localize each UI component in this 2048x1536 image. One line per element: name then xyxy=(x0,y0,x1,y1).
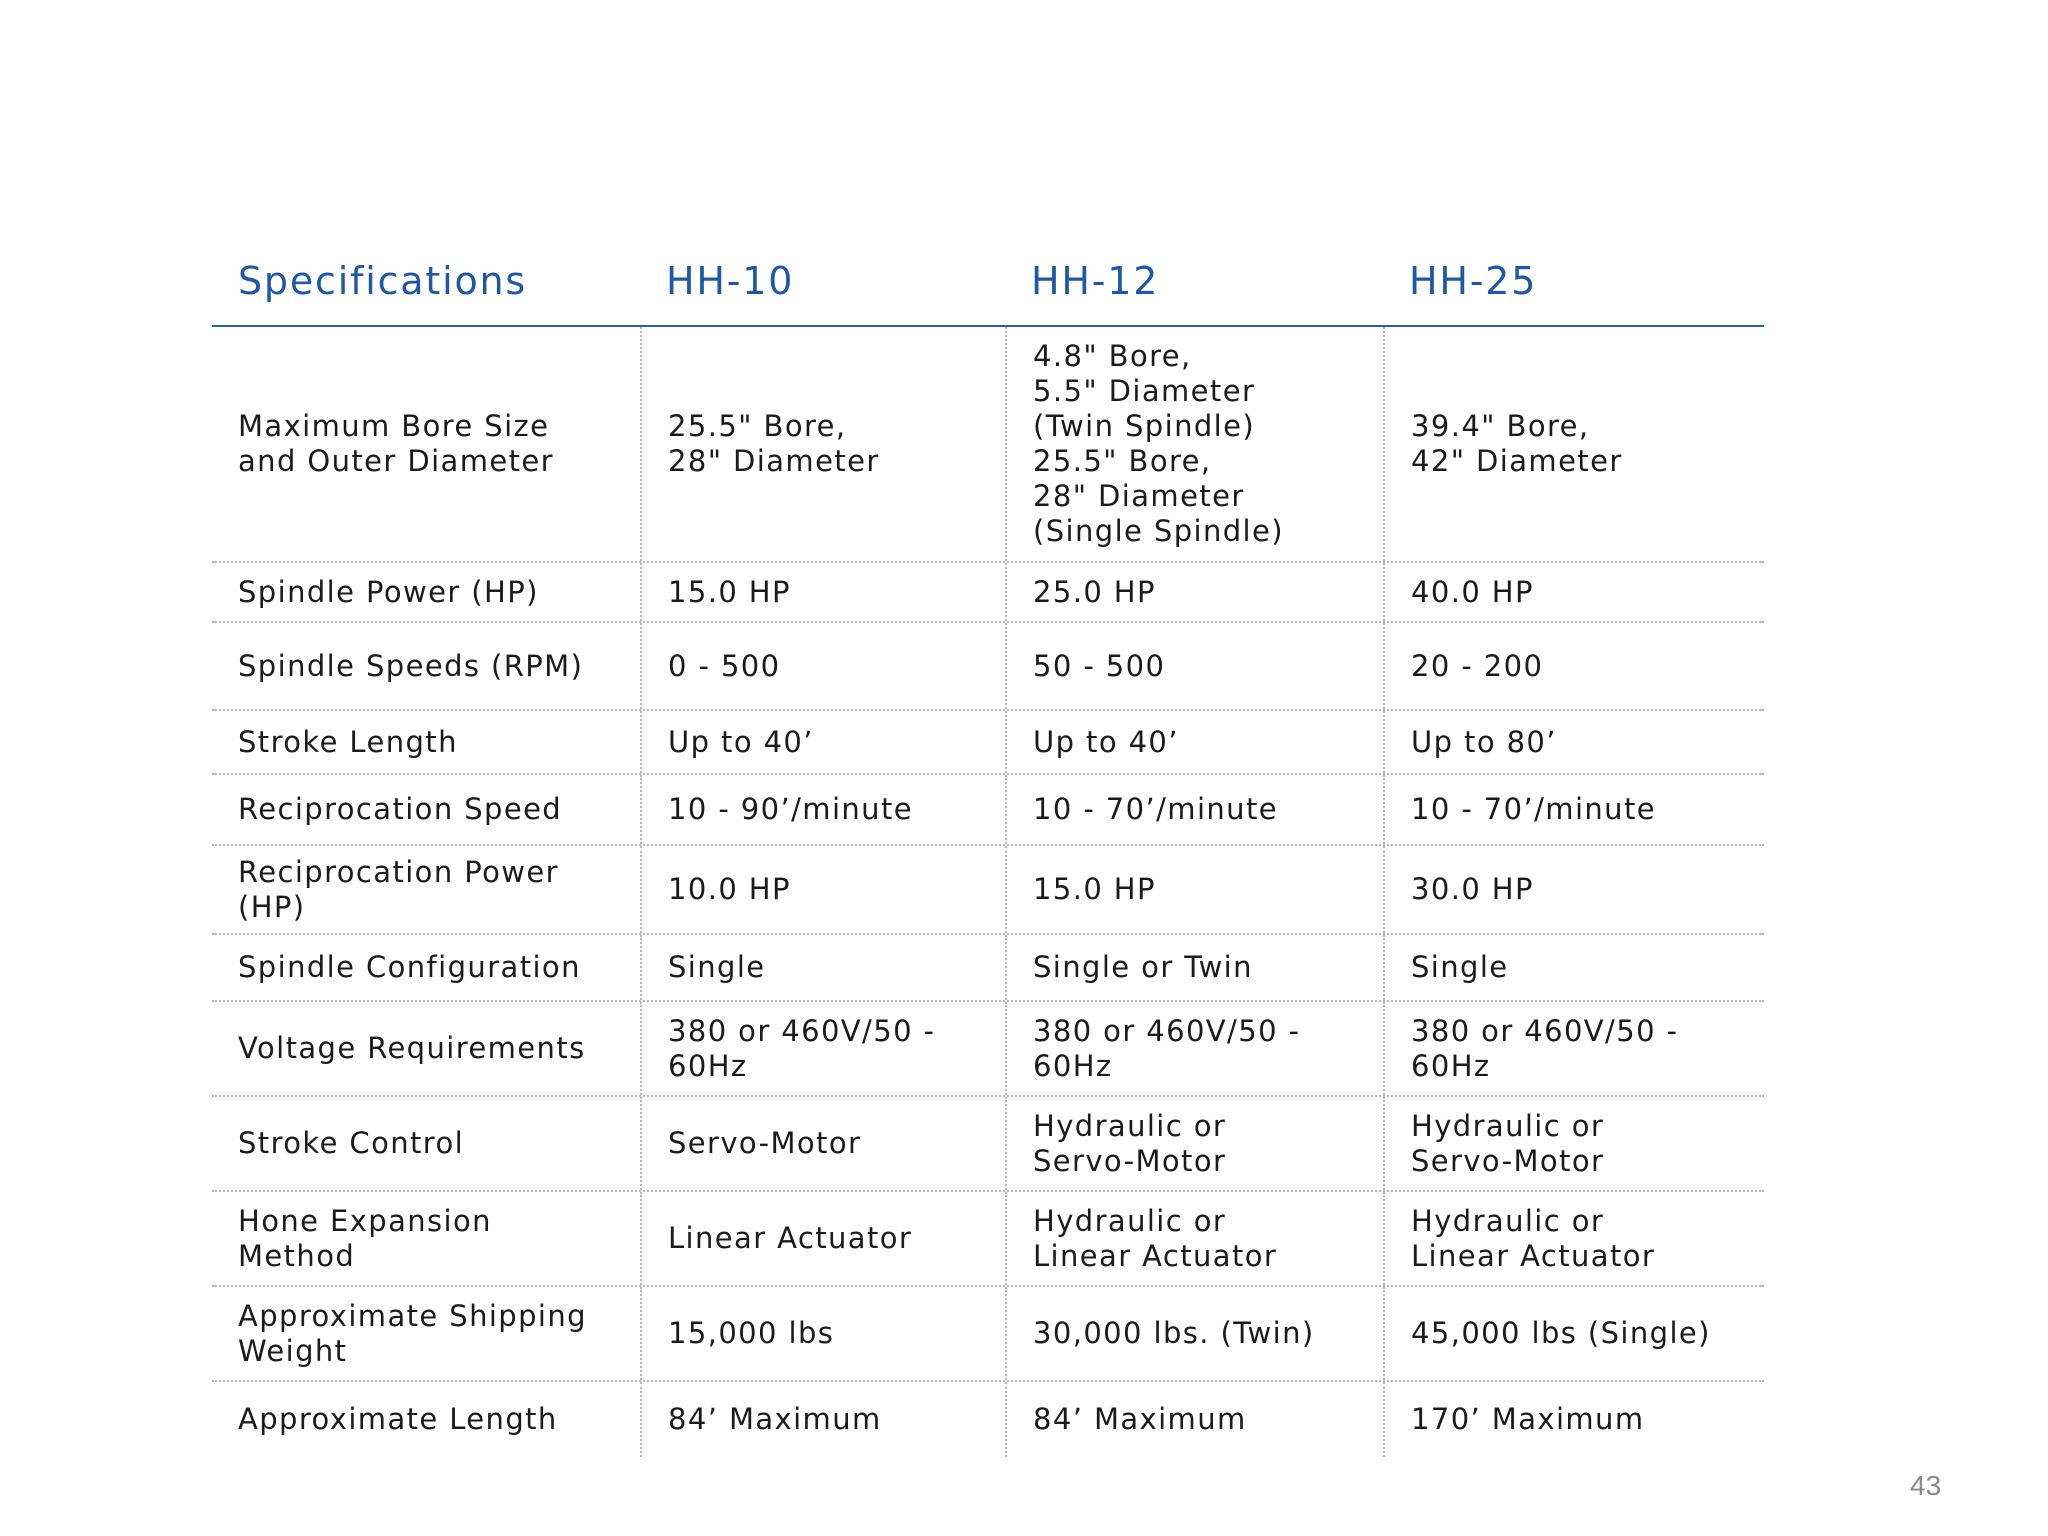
row-label: Hone Expansion Method xyxy=(238,1203,492,1273)
cell-hh-10: 15.0 HP xyxy=(640,563,1005,621)
row-label: Reciprocation Speed xyxy=(238,792,563,826)
cell-hh-12: 15.0 HP xyxy=(1005,846,1383,933)
table-row xyxy=(212,327,1764,563)
cell-hh-12: Hydraulic or Servo-Motor xyxy=(1005,1097,1383,1190)
header-hh-10: HH-10 xyxy=(666,259,795,303)
cell-hh-12: 25.0 HP xyxy=(1005,563,1383,621)
cell-hh-25: 380 or 460V/50 - 60Hz xyxy=(1383,1002,1764,1095)
cell-hh-12: 4.8" Bore, 5.5" Diameter (Twin Spindle) 25.5" Bore, 28" Diameter (Single Spindle) xyxy=(1005,327,1383,561)
cell-hh-25: 45,000 lbs (Single) xyxy=(1383,1287,1764,1380)
row-label: Maximum Bore Size and Outer Diameter xyxy=(238,409,554,478)
table-row xyxy=(212,711,1764,775)
table-row xyxy=(212,563,1764,623)
cell-hh-10: Up to 40’ xyxy=(640,711,1005,773)
row-label: Spindle Power (HP) xyxy=(238,574,539,609)
table-row xyxy=(212,1287,1764,1382)
cell-hh-25: 10 - 70’/minute xyxy=(1383,775,1764,844)
cell-hh-12: Up to 40’ xyxy=(1005,711,1383,773)
cell-hh-25: 170’ Maximum xyxy=(1383,1382,1764,1457)
cell-hh-12: Hydraulic or Linear Actuator xyxy=(1005,1192,1383,1285)
row-label: Reciprocation Power (HP) xyxy=(238,854,559,924)
table-row xyxy=(212,935,1764,1002)
row-label: Voltage Requirements xyxy=(238,1031,586,1065)
header-specifications: Specifications xyxy=(238,259,527,303)
cell-hh-12: 50 - 500 xyxy=(1005,623,1383,709)
cell-hh-10: 0 - 500 xyxy=(640,623,1005,709)
cell-hh-10: 15,000 lbs xyxy=(640,1287,1005,1380)
cell-hh-10: Linear Actuator xyxy=(640,1192,1005,1285)
cell-hh-10: 10.0 HP xyxy=(640,846,1005,933)
table-row xyxy=(212,1192,1764,1287)
table-row xyxy=(212,623,1764,711)
row-label: Stroke Control xyxy=(238,1126,465,1160)
table-row xyxy=(212,1002,1764,1097)
table-row xyxy=(212,1097,1764,1192)
spec-table xyxy=(212,251,1764,1457)
cell-hh-25: 40.0 HP xyxy=(1383,563,1764,621)
cell-hh-12: 30,000 lbs. (Twin) xyxy=(1005,1287,1383,1380)
table-row xyxy=(212,775,1764,846)
row-label: Approximate Length xyxy=(238,1402,558,1436)
cell-hh-10: 10 - 90’/minute xyxy=(640,775,1005,844)
cell-hh-10: Servo-Motor xyxy=(640,1097,1005,1190)
cell-hh-10: 84’ Maximum xyxy=(640,1382,1005,1457)
cell-hh-25: Up to 80’ xyxy=(1383,711,1764,773)
header-hh-25: HH-25 xyxy=(1409,259,1538,303)
cell-hh-10: Single xyxy=(640,935,1005,1000)
page-number: 43 xyxy=(1910,1470,1942,1501)
row-label: Approximate Shipping Weight xyxy=(238,1298,587,1368)
cell-hh-10: 25.5" Bore, 28" Diameter xyxy=(640,327,1005,561)
cell-hh-10: 380 or 460V/50 - 60Hz xyxy=(640,1002,1005,1095)
cell-hh-25: Hydraulic or Servo-Motor xyxy=(1383,1097,1764,1190)
row-label: Spindle Speeds (RPM) xyxy=(238,648,584,683)
cell-hh-25: Single xyxy=(1383,935,1764,1000)
cell-hh-25: Hydraulic or Linear Actuator xyxy=(1383,1192,1764,1285)
cell-hh-12: Single or Twin xyxy=(1005,935,1383,1000)
cell-hh-25: 39.4" Bore, 42" Diameter xyxy=(1383,327,1764,561)
header-hh-12: HH-12 xyxy=(1031,259,1160,303)
row-label: Spindle Configuration xyxy=(238,950,581,984)
table-header-row xyxy=(212,251,1764,327)
cell-hh-12: 84’ Maximum xyxy=(1005,1382,1383,1457)
cell-hh-25: 20 - 200 xyxy=(1383,623,1764,709)
table-row xyxy=(212,1382,1764,1457)
cell-hh-25: 30.0 HP xyxy=(1383,846,1764,933)
table-row xyxy=(212,846,1764,935)
row-label: Stroke Length xyxy=(238,724,458,759)
cell-hh-12: 10 - 70’/minute xyxy=(1005,775,1383,844)
cell-hh-12: 380 or 460V/50 - 60Hz xyxy=(1005,1002,1383,1095)
